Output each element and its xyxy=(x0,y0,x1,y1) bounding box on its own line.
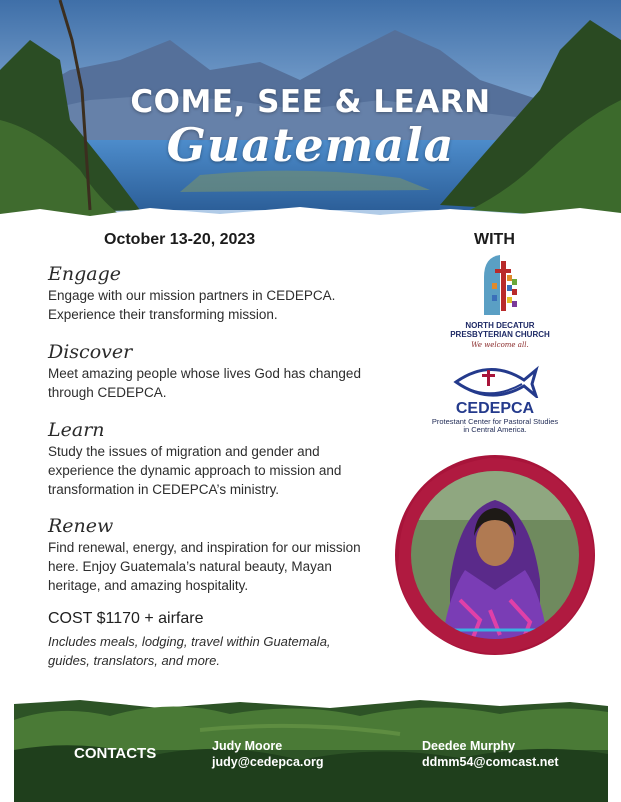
contact-email-link[interactable]: judy@cedepca.org xyxy=(212,755,324,769)
contact-judy xyxy=(212,738,324,770)
section-body: Meet amazing people whose lives God has changed through CEDEPCA. xyxy=(48,366,361,400)
cedepca-name: CEDEPCA xyxy=(455,400,535,417)
trip-dates: October 13-20, 2023 xyxy=(104,231,256,248)
section-heading: Renew xyxy=(48,515,114,537)
section-body: Study the issues of migration and gender and experience the dynamic approach to mission and transformation in CEDEPCA’s ministry. xyxy=(48,444,342,497)
church-logo-icon xyxy=(478,253,522,315)
section-heading: Learn xyxy=(48,419,105,441)
contact-name: Judy Moore xyxy=(212,739,283,753)
section-discover xyxy=(48,341,378,402)
headline-script-title: Guatemala xyxy=(166,118,455,172)
hero-banner xyxy=(0,0,621,232)
contact-email-link[interactable]: ddmm54@comcast.net xyxy=(422,755,559,769)
section-learn xyxy=(48,419,378,499)
section-heading: Discover xyxy=(48,341,133,363)
ndpc-tagline: We welcome all. xyxy=(471,341,529,349)
ndpc-name: NORTH DECATUR PRESBYTERIAN CHURCH xyxy=(450,321,550,339)
section-heading: Engage xyxy=(48,263,122,285)
cedepca-subtitle: Protestant Center for Pastoral Studies in Central America. xyxy=(431,417,559,434)
section-body: Find renewal, energy, and inspiration for our mission here. Enjoy Guatemala’s natural beauty, Mayan heritage, and amazing hospitality. xyxy=(48,540,361,593)
section-renew xyxy=(48,515,378,595)
woman-portrait-photo xyxy=(390,450,600,664)
with-label: WITH xyxy=(474,231,515,248)
cedepca-logo xyxy=(430,362,560,434)
portrait-image xyxy=(390,450,600,660)
cost-title: COST $1170 + airfare xyxy=(48,610,204,627)
section-engage xyxy=(48,263,378,324)
fish-cross-icon xyxy=(450,362,540,398)
section-body: Engage with our mission partners in CEDEPCA. Experience their transforming mission. xyxy=(48,288,336,322)
cost-note: Includes meals, lodging, travel within Guatemala, guides, translators, and more. xyxy=(48,634,331,668)
ndpc-logo xyxy=(440,253,560,349)
contacts-label: CONTACTS xyxy=(74,745,157,762)
contact-deedee xyxy=(422,738,559,770)
headline-title: COME, SEE & LEARN xyxy=(130,84,491,120)
contact-name: Deedee Murphy xyxy=(422,739,516,753)
